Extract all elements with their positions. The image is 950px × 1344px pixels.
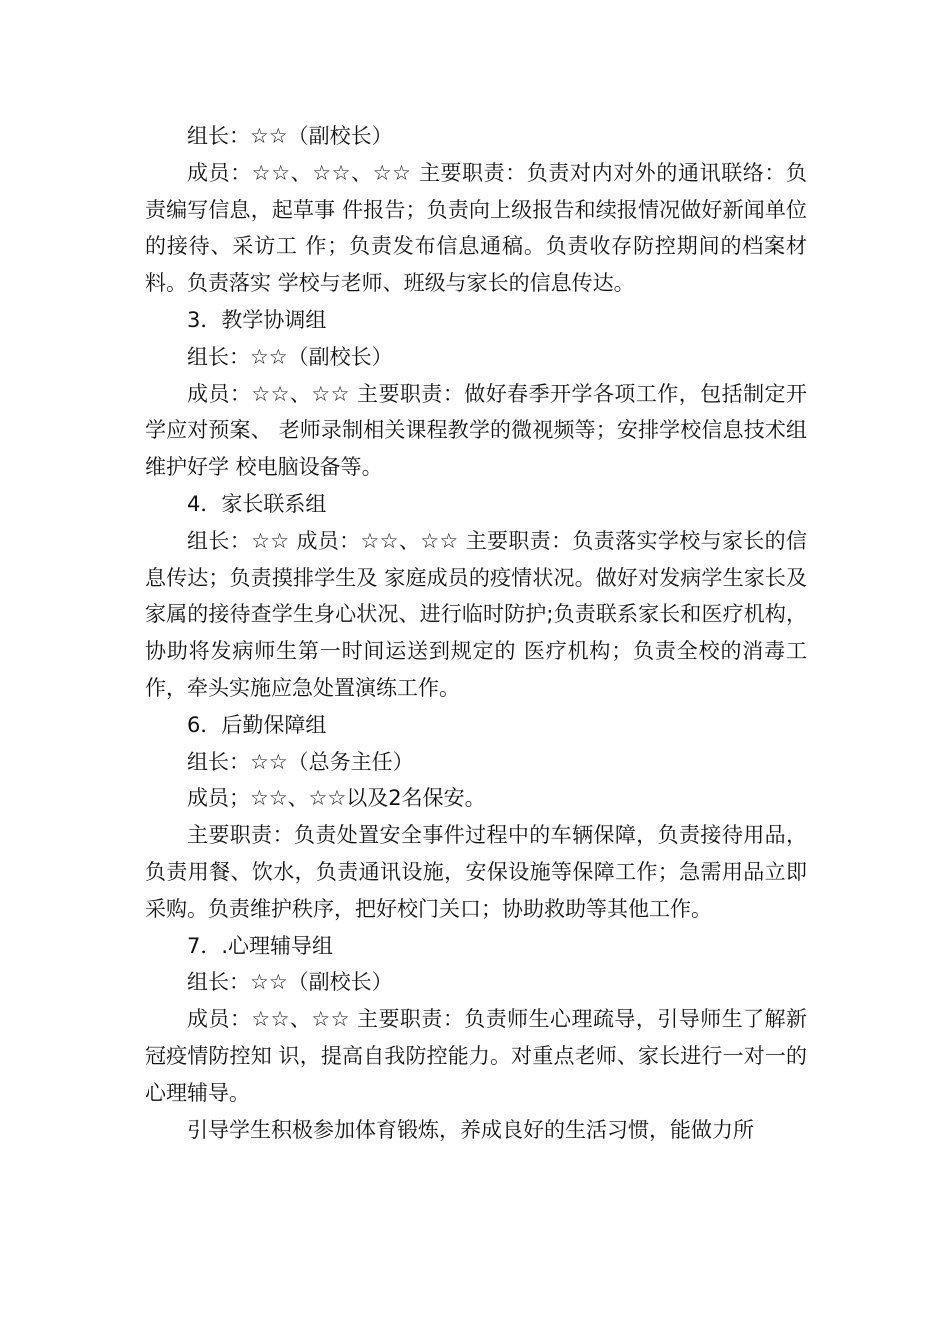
paragraph-leader-logistics: 组长：☆☆（总务主任） xyxy=(187,749,414,774)
paragraph-members-duties-teaching: 成员：☆☆、☆☆ 主要职责：做好春季开学各项工作，包括制定开学应对预案、 老师录制相关课程教学的微视频等；安排学校信息技术组维护好学 校电脑设备等。 xyxy=(145,381,807,480)
section-heading-counseling: 7．.心理辅导组 xyxy=(187,933,334,958)
paragraph-leader-1: 组长：☆☆（副校长） xyxy=(187,124,393,148)
section-heading-parent-liaison: 4．家长联系组 xyxy=(187,491,327,516)
section-heading-logistics: 6．后勤保障组 xyxy=(187,712,327,737)
paragraph-guidance: 引导学生积极参加体育锻炼，养成良好的生活习惯，能做力所 xyxy=(187,1117,754,1142)
paragraph-members-duties-1: 成员：☆☆、☆☆、☆☆ 主要职责：负责对内对外的通讯联络：负责编写信息，起草事 件报告；负责向上级报告和续报情况做好新闻单位的接待、采访工 作；负责发布信息通稿。负责收存防控期间的档案材料。负责落实 学校与老师、班级与家长的信息传达。 xyxy=(145,160,807,296)
paragraph-members-duties-counseling: 成员：☆☆、☆☆ 主要职责：负责师生心理疏导，引导师生了解新冠疫情防控知 识，提高自我防控能力。对重点老师、家长进行一对一的心理辅导。 xyxy=(145,1007,807,1105)
paragraph-leader-teaching: 组长：☆☆（副校长） xyxy=(187,344,393,369)
paragraph-duties-logistics: 主要职责：负责处置安全事件过程中的车辆保障，负责接待用品，负责用餐、饮水，负责通讯设施，安保设施等保障工作；急需用品立即采购。负责维护秩序，把好校门关口；协助救助等其他工作。 xyxy=(145,823,807,921)
section-heading-teaching-coordination: 3．教学协调组 xyxy=(187,307,327,332)
document-body xyxy=(145,118,807,1148)
paragraph-members-logistics: 成员；☆☆、☆☆以及2名保安。 xyxy=(187,786,486,811)
paragraph-leader-counseling: 组长：☆☆（副校长） xyxy=(187,970,393,995)
paragraph-parent-liaison: 组长：☆☆ 成员：☆☆、☆☆ 主要职责：负责落实学校与家长的信息传达；负责摸排学生及 家庭成员的疫情状况。做好对发病学生家长及家属的接待查学生身心状况、进行临时防护;负责联系家长和医疗机构，协助将发病师生第一时间运送到规定的 医疗机构；负责全校的消毒工作，牵头实施应急处置演练工作。 xyxy=(145,528,807,700)
